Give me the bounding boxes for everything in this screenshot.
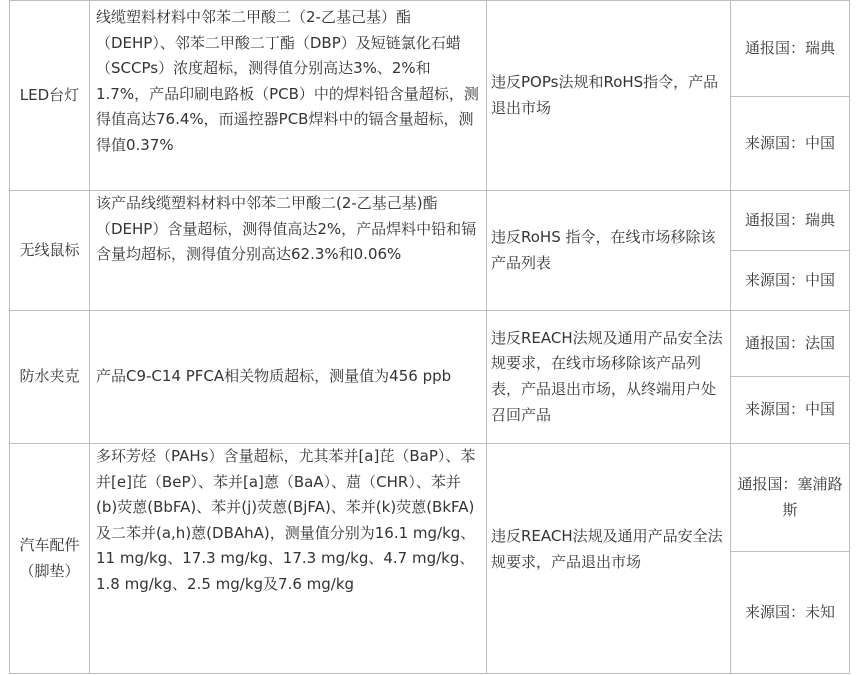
- violation-measure: 违反REACH法规及通用产品安全法规要求，产品退出市场: [487, 444, 731, 674]
- origin-country: 来源国：中国: [731, 377, 850, 444]
- test-result-description: 产品C9-C14 PFCA相关物质超标，测量值为456 ppb: [90, 311, 487, 444]
- product-name: LED台灯: [10, 1, 90, 191]
- notifying-country: 通报国：瑞典: [731, 1, 850, 97]
- notifying-country: 通报国：塞浦路斯: [731, 444, 850, 552]
- violation-measure: 违反RoHS 指令，在线市场移除该产品列表: [487, 191, 731, 311]
- origin-country: 来源国：中国: [731, 251, 850, 311]
- violation-measure: 违反REACH法规及通用产品安全法规要求，在线市场移除该产品列表，产品退出市场，从终端用户处召回产品: [487, 311, 731, 444]
- origin-country: 来源国：未知: [731, 552, 850, 674]
- notifying-country: 通报国：瑞典: [731, 191, 850, 251]
- table-row: [10, 311, 850, 377]
- product-name: 无线鼠标: [10, 191, 90, 311]
- test-result-description: 线缆塑料材料中邻苯二甲酸二（2-乙基己基）酯（DEHP）、邻苯二甲酸二丁酯（DBP）及短链氯化石蜡（SCCPs）浓度超标，测得值分别高达3%、2%和1.7%，产品印刷电路板（PCB）中的焊料铅含量超标，测得值高达76.4%，而遥控器PCB焊料中的镉含量超标，测得值0.37%: [90, 1, 487, 191]
- table-row: [10, 191, 850, 251]
- table-row: [10, 444, 850, 552]
- test-result-description: 该产品线缆塑料材料中邻苯二甲酸二(2-乙基己基)酯（DEHP）含量超标，测得值高达2%，产品焊料中铅和镉含量均超标，测得值分别高达62.3%和0.06%: [90, 191, 487, 311]
- test-result-description: 多环芳烃（PAHs）含量超标，尤其苯并[a]芘（BaP）、苯并[e]芘（BeP）、苯并[a]蒽（BaA）、䓛（CHR）、苯并(b)荧蒽(BbFA)、苯并(j)荧蒽(BjFA)、苯并(k)荧蒽(BkFA)及二苯并(a,h)蒽(DBAhA)，测量值分别为16.1 mg/kg、11 mg/kg、17.3 mg/kg、17.3 mg/kg、4.7 mg/kg、1.8 mg/kg、2.5 mg/kg及7.6 mg/kg: [90, 444, 487, 674]
- notifying-country: 通报国：法国: [731, 311, 850, 377]
- origin-country: 来源国：中国: [731, 97, 850, 191]
- product-name: 防水夹克: [10, 311, 90, 444]
- table-row: [10, 1, 850, 97]
- recall-table: [9, 0, 850, 674]
- product-name: 汽车配件（脚垫）: [10, 444, 90, 674]
- violation-measure: 违反POPs法规和RoHS指令，产品退出市场: [487, 1, 731, 191]
